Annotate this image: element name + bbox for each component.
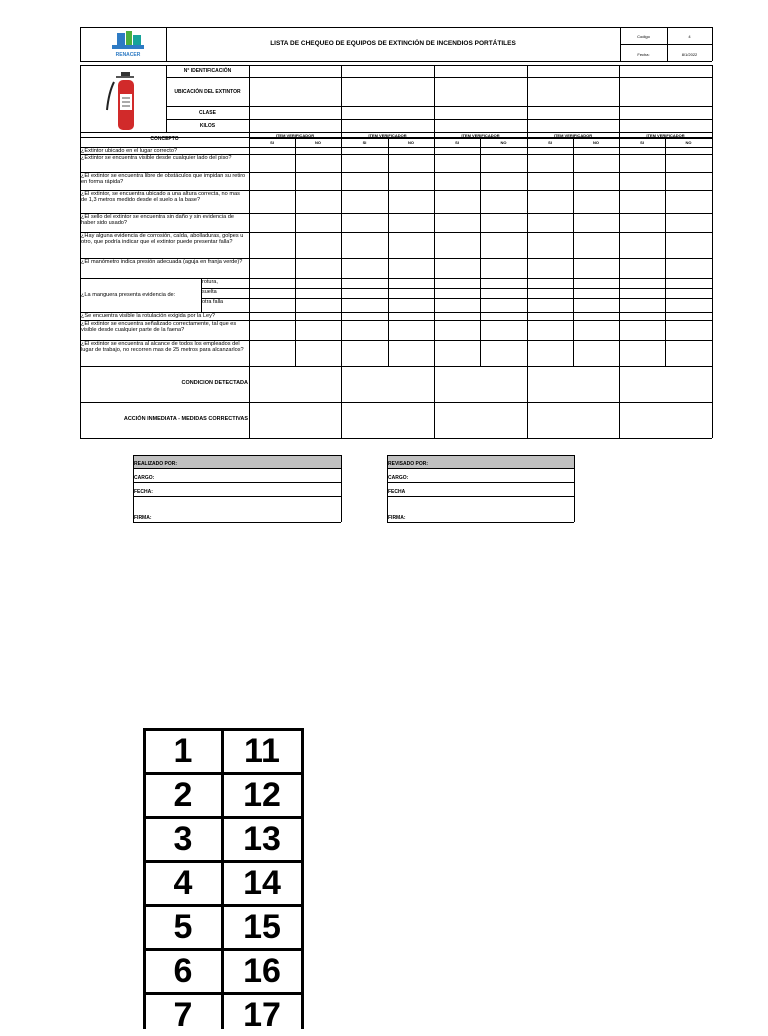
grid-line bbox=[341, 132, 342, 438]
grid-line bbox=[434, 65, 435, 132]
realizado-fecha-label: FECHA: bbox=[134, 489, 153, 495]
logo bbox=[108, 31, 148, 61]
grid-line bbox=[166, 119, 712, 120]
grid-line bbox=[667, 44, 712, 45]
question-text: ¿Extintor ubicado en el lugar correcto? bbox=[81, 148, 178, 154]
no-header: NO bbox=[685, 140, 692, 145]
number-cell-left: 3 bbox=[173, 820, 193, 858]
grid-line bbox=[387, 522, 574, 523]
number-cell-right: 15 bbox=[243, 908, 281, 946]
number-cell-right: 12 bbox=[243, 776, 281, 814]
question-text: ¿El manómetro indica presión adecuada (aguja en franja verde)? bbox=[81, 259, 243, 265]
question-text: ¿La manguera presenta evidencia de: bbox=[81, 292, 176, 298]
grid-line bbox=[80, 27, 81, 61]
grid-line bbox=[166, 77, 712, 78]
si-header: SI bbox=[640, 140, 644, 145]
revisado-title: REVISADO POR: bbox=[388, 461, 429, 467]
grid-line bbox=[80, 61, 712, 62]
grid-line bbox=[80, 402, 712, 403]
grid-line bbox=[619, 132, 620, 438]
id-field-label: KILOS bbox=[199, 122, 216, 129]
grid-line bbox=[80, 366, 712, 367]
item-verificador-header: ITEM VERIFICADOR bbox=[368, 133, 407, 138]
grid-line bbox=[712, 65, 713, 132]
number-cell-right: 13 bbox=[243, 820, 281, 858]
no-header: NO bbox=[500, 140, 507, 145]
revisado-cargo-label: CARGO: bbox=[388, 475, 409, 481]
condicion-detectada-label: CONDICION DETECTADA bbox=[181, 380, 248, 386]
grid-line bbox=[387, 468, 574, 469]
revisado-firma-label: FIRMA: bbox=[388, 515, 406, 521]
no-header: NO bbox=[315, 140, 321, 145]
id-field-label: CLASE bbox=[199, 109, 216, 116]
question-text: ¿El extintor se encuentra al alcance de todos los empleados del lugar de trabajo, no recorren mas de 25 metros para alcanzarlos? bbox=[81, 341, 244, 354]
grid-line bbox=[201, 288, 712, 289]
grid-line bbox=[434, 132, 435, 438]
si-header: SI bbox=[548, 140, 552, 145]
grid-line bbox=[341, 455, 342, 522]
no-header: NO bbox=[408, 140, 414, 145]
number-cell-left: 6 bbox=[173, 952, 193, 990]
grid-line bbox=[166, 106, 712, 107]
question-text: ¿El sello del extintor se encuentra sin daño y sin evidencia de haber sido usado? bbox=[81, 214, 234, 227]
fire-extinguisher-icon bbox=[104, 70, 144, 132]
grid-line bbox=[80, 27, 712, 28]
question-text: ¿El extintor se encuentra señalizado correctamente, tal que es visible desde cualquier parte de la faena? bbox=[81, 321, 237, 334]
grid-line bbox=[527, 132, 528, 438]
grid-line bbox=[133, 522, 341, 523]
hose-option: rotura, bbox=[202, 279, 218, 285]
question-text: ¿El extintor se encuentra libre de obstáculos que impidan su retiro en forma rápida? bbox=[81, 173, 246, 186]
grid-line bbox=[527, 65, 528, 132]
number-cell-right: 14 bbox=[243, 864, 281, 902]
renacer-logo-icon bbox=[108, 31, 148, 53]
no-header: NO bbox=[593, 140, 599, 145]
grid-line bbox=[712, 27, 713, 61]
item-verificador-header: ITEM VERIFICADOR bbox=[275, 133, 315, 138]
question-text: ¿Extintor se encuentra visible desde cualquier lado del piso? bbox=[81, 155, 232, 161]
hose-option: otra falla bbox=[202, 299, 224, 305]
grid-line bbox=[133, 468, 341, 469]
grid-line bbox=[574, 455, 575, 522]
grid-line bbox=[201, 298, 712, 299]
grid-line bbox=[620, 44, 667, 45]
grid-line bbox=[387, 482, 574, 483]
number-cell-left: 2 bbox=[173, 776, 193, 814]
code-label: Codigo bbox=[637, 34, 650, 39]
code-value: 4 bbox=[688, 34, 691, 39]
grid-line bbox=[133, 482, 341, 483]
number-cell-right: 11 bbox=[244, 732, 280, 770]
hose-option: suelta bbox=[202, 289, 217, 295]
grid-line bbox=[80, 278, 712, 279]
grid-line bbox=[80, 65, 712, 66]
realizado-cargo-label: CARGO: bbox=[134, 475, 155, 481]
grid-line bbox=[341, 65, 342, 132]
date-label: Fecha: bbox=[637, 52, 650, 57]
form-title: LISTA DE CHEQUEO DE EQUIPOS DE EXTINCIÓN DE INCENDIOS PORTÁTILES bbox=[270, 40, 516, 47]
question-text: ¿Se encuentra visible la rotulación exigida por la Ley? bbox=[81, 313, 216, 319]
grid-line bbox=[249, 65, 250, 132]
grid-line bbox=[249, 132, 250, 438]
number-cell-left: 7 bbox=[173, 996, 193, 1034]
question-text: ¿El extintor, se encuentra ubicado a una altura correcta, no mas de 1,3 metros medido desde el suelo a la base? bbox=[81, 191, 240, 204]
realizado-title: REALIZADO POR: bbox=[134, 461, 178, 467]
si-header: SI bbox=[362, 140, 367, 145]
revisado-fecha-label: FECHA bbox=[388, 489, 406, 495]
number-cell-right: 17 bbox=[243, 996, 281, 1034]
grid-line bbox=[387, 455, 574, 456]
extinguisher-image bbox=[104, 70, 144, 132]
number-cell-right: 16 bbox=[243, 952, 281, 990]
id-field-label: UBICACIÓN DEL EXTINTOR bbox=[174, 88, 241, 95]
si-header: SI bbox=[455, 140, 459, 145]
date-value: 8/1/2022 bbox=[681, 52, 698, 57]
number-cell-left: 1 bbox=[173, 732, 193, 770]
grid-line bbox=[133, 455, 341, 456]
number-cell-left: 4 bbox=[173, 864, 193, 902]
item-verificador-header: ITEM VERIFICADOR bbox=[553, 133, 593, 138]
company-name: RENACER bbox=[115, 52, 141, 58]
question-text: ¿Hay alguna evidencia de corrosión, caída, abolladuras, golpes u otro, que podría indicar que el extintor puede presentar falla? bbox=[81, 233, 244, 246]
number-cell-left: 5 bbox=[173, 908, 193, 946]
realizado-firma-label: FIRMA: bbox=[134, 515, 152, 521]
id-field-label: N° IDENTIFICACIÓN bbox=[183, 68, 232, 74]
grid-line bbox=[619, 65, 620, 132]
grid-line bbox=[133, 496, 341, 497]
concepto-header: CONCEPTO bbox=[150, 136, 179, 142]
grid-line bbox=[80, 438, 712, 439]
item-verificador-header: ITEM VERIFICADOR bbox=[461, 133, 500, 138]
accion-inmediata-label: ACCIÓN INMEDIATA - MEDIDAS CORRECTIVAS bbox=[123, 416, 248, 422]
item-verificador-header: ITEM VERIFICADOR bbox=[646, 133, 685, 138]
grid-line bbox=[387, 496, 574, 497]
si-header: SI bbox=[270, 140, 274, 145]
